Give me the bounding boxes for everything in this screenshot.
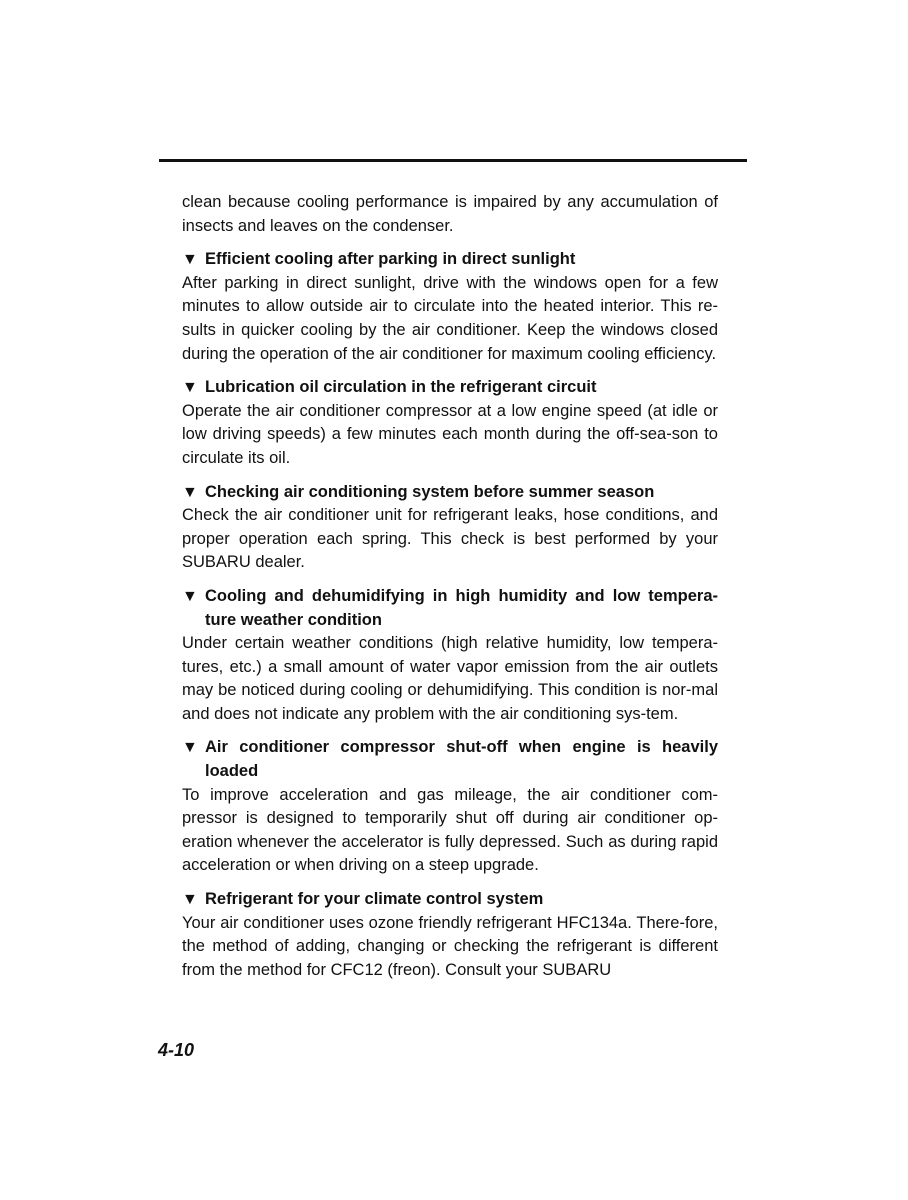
section-lubrication-oil	[182, 376, 718, 470]
section-title: Refrigerant for your climate control system	[205, 890, 544, 909]
section-body: Under certain weather conditions (high relative humidity, low tempera-tures, etc.) a small amount of water vapor emission from the air outlets may be noticed during cooling or dehumidifying. This condition is nor-mal and does not indicate any problem with the air conditioning sys-tem.	[182, 634, 718, 723]
section-heading	[182, 481, 718, 505]
intro-paragraph: clean because cooling performance is impaired by any accumulation of insects and leaves on the condenser.	[182, 193, 718, 235]
section-title: Lubrication oil circulation in the refrigerant circuit	[205, 378, 597, 397]
section-body: Check the air conditioner unit for refrigerant leaks, hose conditions, and proper operation each spring. This check is best performed by your SUBARU dealer.	[182, 506, 718, 572]
section-heading	[182, 376, 718, 400]
page-content	[182, 191, 718, 982]
section-body: Your air conditioner uses ozone friendly refrigerant HFC134a. There-fore, the method of adding, changing or checking the refrigerant is different from the method for CFC12 (freon). Consult your SUBARU	[182, 913, 718, 979]
section-heading	[182, 736, 718, 783]
section-body: After parking in direct sunlight, drive with the windows open for a few minutes to allow outside air to circulate into the heated interior. This re-sults in quicker cooling by the air conditioner. Keep the windows closed during the operation of the air conditioner for maximum cooling efficiency.	[182, 273, 718, 363]
section-compressor-shutoff	[182, 736, 718, 878]
triangle-down-icon: ▼	[182, 891, 198, 909]
section-body: Operate the air conditioner compressor at a low engine speed (at idle or low driving speeds) a few minutes each month during the off-sea-son to circulate its oil.	[182, 401, 718, 467]
section-title: Checking air conditioning system before summer season	[205, 482, 655, 501]
section-heading	[182, 888, 718, 912]
section-title: Air conditioner compressor shut-off when engine is heavily loaded	[205, 738, 718, 781]
triangle-down-icon: ▼	[182, 587, 198, 605]
triangle-down-icon: ▼	[182, 251, 198, 269]
top-rule	[159, 159, 747, 162]
section-cooling-dehumidifying	[182, 585, 718, 727]
section-heading	[182, 585, 718, 632]
section-body: To improve acceleration and gas mileage, the air conditioner com-pressor is designed to temporarily shut off during air conditioner op-eration whenever the accelerator is fully depressed. Such as during rapid acceleration or when driving on a steep upgrade.	[182, 785, 718, 875]
section-checking-system	[182, 481, 718, 575]
section-title: Efficient cooling after parking in direct sunlight	[205, 250, 576, 269]
page-number: 4-10	[158, 1040, 195, 1060]
triangle-down-icon: ▼	[182, 483, 198, 501]
section-efficient-cooling	[182, 248, 718, 366]
section-refrigerant	[182, 888, 718, 982]
section-title: Cooling and dehumidifying in high humidity and low tempera-ture weather condition	[205, 586, 718, 629]
triangle-down-icon: ▼	[182, 739, 198, 757]
section-heading	[182, 248, 718, 272]
triangle-down-icon: ▼	[182, 379, 198, 397]
